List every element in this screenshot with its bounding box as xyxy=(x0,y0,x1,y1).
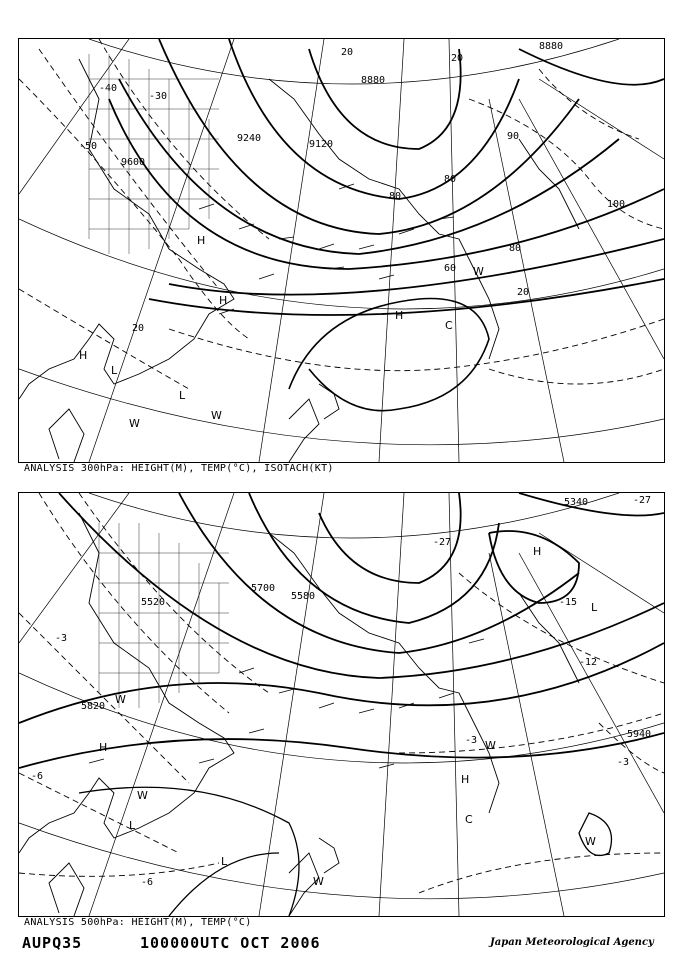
isotherm-label: -27 xyxy=(433,537,452,548)
height-contours xyxy=(19,493,664,768)
temperature-hatch xyxy=(99,523,229,708)
height-label: 8880 xyxy=(361,75,386,86)
isotherm-label: -6 xyxy=(31,771,44,782)
caption-500hpa: ANALYSIS 500hPa: HEIGHT(M), TEMP(°C) xyxy=(24,917,252,928)
map-panel-500hpa xyxy=(18,492,665,917)
cold-marker: C xyxy=(445,319,453,332)
isotach-label: 80 xyxy=(444,174,457,185)
warm-marker: W xyxy=(473,265,484,278)
isotach-label: 80 xyxy=(389,191,402,202)
low-pressure-marker: L xyxy=(591,601,598,614)
high-pressure-marker: H xyxy=(79,349,88,362)
isotach-label: 100 xyxy=(607,199,626,210)
warm-marker: W xyxy=(129,417,140,430)
height-label: 9240 xyxy=(237,133,262,144)
height-label: 9120 xyxy=(309,139,334,150)
height-label: 9600 xyxy=(121,157,146,168)
low-pressure-marker: L xyxy=(179,389,186,402)
low-pressure-marker: L xyxy=(111,364,118,377)
isotherm-label: -3 xyxy=(55,633,68,644)
isotach-label: 20 xyxy=(517,287,530,298)
warm-marker: W xyxy=(585,835,596,848)
isotherm-label: -6 xyxy=(141,877,154,888)
high-pressure-marker: H xyxy=(219,294,228,307)
isotherm-label: -27 xyxy=(633,495,652,506)
isotach-label: 90 xyxy=(507,131,520,142)
product-code: AUPQ35 xyxy=(22,934,83,952)
low-pressure-marker: L xyxy=(221,855,228,868)
height-contours xyxy=(109,39,664,315)
isotherm-label: -15 xyxy=(559,597,578,608)
warm-marker: W xyxy=(313,875,324,888)
caption-300hpa: ANALYSIS 300hPa: HEIGHT(M), TEMP(°C), ISOTACH(KT) xyxy=(24,463,334,474)
height-label: 5520 xyxy=(141,597,166,608)
map-300hpa xyxy=(19,39,664,462)
isotach-label: 20 xyxy=(341,47,354,58)
high-pressure-marker: H xyxy=(197,234,206,247)
height-label: 5940 xyxy=(627,729,652,740)
isotach-label: 20 xyxy=(132,323,145,334)
warm-marker: W xyxy=(211,409,222,422)
high-pressure-marker: H xyxy=(99,741,108,754)
height-label: 8880 xyxy=(539,41,564,52)
height-label: 5340 xyxy=(564,497,589,508)
high-pressure-marker: H xyxy=(461,773,470,786)
height-label: 5820 xyxy=(81,701,106,712)
isotach-label: 80 xyxy=(509,243,522,254)
isotach-label: 60 xyxy=(444,263,457,274)
low-pressure-marker: L xyxy=(129,819,136,832)
isotherm-label: -40 xyxy=(99,83,118,94)
warm-marker: W xyxy=(485,739,496,752)
station-plots xyxy=(89,639,484,768)
isotherm-label: -3 xyxy=(465,735,478,746)
valid-time: 100000UTC OCT 2006 xyxy=(140,934,321,952)
agency-name: Japan Meteorological Agency xyxy=(490,937,654,948)
map-panel-300hpa xyxy=(18,38,665,463)
isotherm-label: -50 xyxy=(79,141,98,152)
height-label: 5700 xyxy=(251,583,276,594)
high-pressure-marker: H xyxy=(533,545,542,558)
warm-marker: W xyxy=(115,693,126,706)
map-500hpa xyxy=(19,493,664,916)
height-contours xyxy=(79,787,612,916)
cold-marker: C xyxy=(465,813,473,826)
isotherm-label: -12 xyxy=(579,657,598,668)
isotherm-label: -30 xyxy=(149,91,168,102)
isotherm-label: -3 xyxy=(617,757,630,768)
isotach-label: 20 xyxy=(451,53,464,64)
high-pressure-marker: H xyxy=(395,309,404,322)
warm-marker: W xyxy=(137,789,148,802)
height-label: 5580 xyxy=(291,591,316,602)
coastline xyxy=(19,59,579,462)
